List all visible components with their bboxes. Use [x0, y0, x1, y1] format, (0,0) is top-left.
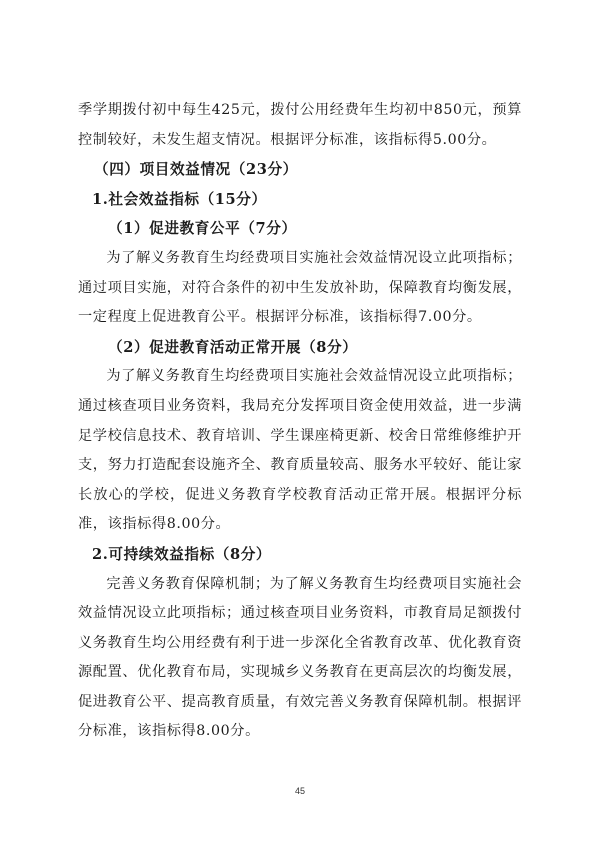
page-body — [78, 96, 522, 747]
item-heading-education-equity: （1）促进教育公平（7分） — [108, 220, 297, 238]
paragraph-sustainable-benefits: 完善义务教育保障机制；为了解义务教育生均经费项目实施社会效益情况设立此项指标；通过核查项目业务资料，市教育局足额拨付义务教育生均公用经费有利于进一步深化全省教育改革、优化教育资源配置、优化教育布局，实现城乡义务教育在更高层次的均衡发展，促进教育公平、提高教育质量，有效完善义务教育保障机制。根据评分标准，该指标得8.00分。 — [78, 575, 522, 740]
paragraph-budget-control: 季学期拨付初中每生425元，拨付公用经费年生均初中850元，预算控制较好，未发生超支情况。根据评分标准，该指标得5.00分。 — [78, 102, 522, 148]
page-number: 45 — [294, 786, 305, 796]
subsection-heading-social-benefits: 1.社会效益指标（15分） — [92, 190, 267, 208]
section-heading-project-benefits: （四）项目效益情况（23分） — [94, 161, 298, 179]
subsection-heading-sustainable-benefits: 2.可持续效益指标（8分） — [92, 545, 272, 563]
paragraph-education-activities: 为了解义务教育生均经费项目实施社会效益情况设立此项指标；通过核查项目业务资料，我局充分发挥项目资金使用效益，进一步满足学校信息技术、教育培训、学生课座椅更新、校舍日常维修维护开支，努力打造配套设施齐全、教育质量较高、服务水平较好、能让家长放心的学校，促进义务教育学校教育活动正常开展。根据评分标准，该指标得8.00分。 — [78, 368, 522, 533]
item-heading-education-activities: （2）促进教育活动正常开展（8分） — [108, 338, 358, 356]
paragraph-education-equity: 为了解义务教育生均经费项目实施社会效益情况设立此项指标；通过项目实施，对符合条件的初中生发放补助，保障教育均衡发展，一定程度上促进教育公平。根据评分标准，该指标得7.00分。 — [78, 249, 522, 326]
